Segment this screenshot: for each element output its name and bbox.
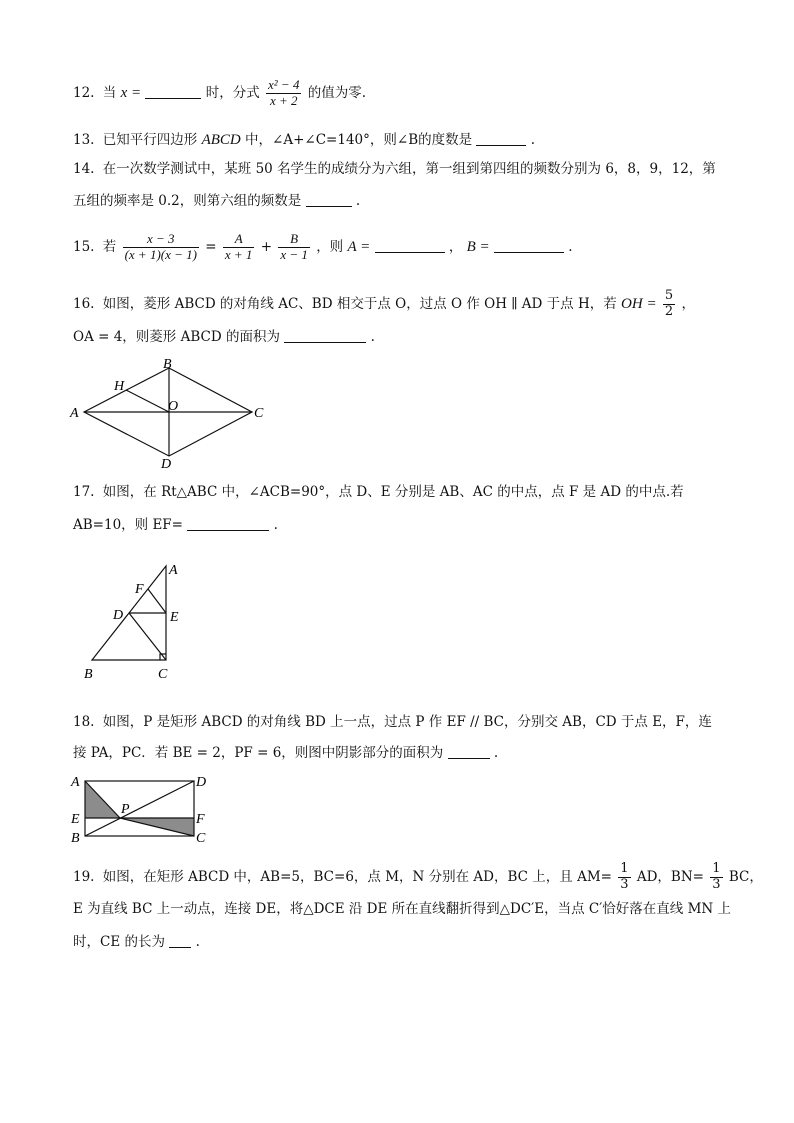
q19-text-2: AD，BN= [636, 868, 704, 885]
question-17 [73, 486, 684, 500]
q16-line-1: 如图，菱形 ABCD 的对角线 AC、BD 相交于点 O，过点 O 作 OH ∥ AD 于点 H，若 [102, 295, 617, 312]
q16-rhombus-figure [66, 356, 276, 472]
q19-line-3: 时，CE 的长为 [73, 934, 165, 950]
label-h: H [114, 379, 125, 394]
q16-answer-blank[interactable] [284, 330, 366, 343]
q14-line-1: 在一次数学测试中，某班 50 名学生的成绩分为六组，第一组到第四组的频数分别为 6，8，9，12，第 [102, 161, 716, 177]
q17-line-2: AB=10，则 EF= [73, 517, 183, 533]
label-c: C [158, 667, 168, 682]
q19-am-denominator: 3 [620, 876, 629, 892]
question-14-line-2 [73, 194, 360, 209]
q15-lhs-fraction [123, 232, 199, 263]
q13-answer-blank[interactable] [476, 133, 526, 146]
q12-frac-denominator: x + 2 [269, 92, 298, 108]
question-17-line-2 [73, 518, 278, 533]
q15-a-label: A = [347, 238, 371, 255]
question-number: 19. [73, 868, 95, 885]
q15-answer-b-blank[interactable] [494, 240, 564, 253]
question-number: 17. [73, 484, 95, 500]
label-c: C [196, 831, 206, 844]
label-b: B [163, 357, 172, 372]
q14-line-2: 五组的频率是 0.2，则第六组的频数是 [73, 193, 302, 209]
q15-b-label: B = [466, 238, 490, 255]
q19-bn-denominator: 3 [712, 876, 721, 892]
q18-line-2: 接 PA，PC．若 BE = 2，PF = 6，则图中阴影部分的面积为 [73, 745, 444, 761]
label-o: O [168, 399, 179, 414]
question-number: 14. [73, 161, 95, 177]
q17-triangle-figure [78, 558, 198, 688]
label-d: D [196, 775, 207, 790]
question-12 [73, 78, 366, 109]
q17-answer-blank[interactable] [187, 518, 269, 531]
segment-oh [126, 390, 169, 412]
q19-line-2: E 为直线 BC 上一动点，连接 DE，将△DCE 沿 DE 所在直线翻折得到△DC′E，当点 C′恰好落在直线 MN 上 [73, 901, 731, 917]
q12-text-1: 当 [102, 84, 117, 101]
q19-text-3: BC， [728, 868, 763, 885]
q15-fraction-b [278, 232, 310, 263]
q16-oh-denominator: 2 [664, 303, 674, 319]
q16-end: . [370, 329, 375, 345]
label-a: A [169, 563, 178, 578]
label-e: E [71, 812, 80, 827]
q15-text-2: ，则 [316, 238, 344, 255]
q15-fa-denominator: x + 1 [224, 246, 253, 262]
label-f: F [135, 582, 144, 597]
q15-lhs-denominator: (x + 1)(x − 1) [124, 246, 197, 262]
q18-end: . [493, 745, 499, 761]
q12-text-2: 时，分式 [205, 84, 260, 101]
q16-oh-label: OH = [621, 295, 657, 312]
q19-am-fraction [618, 862, 630, 893]
q12-answer-blank[interactable] [145, 86, 201, 99]
q13-text-3: . [530, 132, 536, 148]
q15-fb-denominator: x − 1 [280, 246, 308, 262]
label-e: E [170, 610, 179, 625]
question-15 [73, 232, 573, 263]
q13-text-1: 已知平行四边形 [102, 132, 198, 148]
q19-bn-fraction [710, 862, 722, 893]
q19-answer-blank[interactable] [169, 935, 191, 948]
question-16 [73, 289, 695, 320]
q18-rectangle-figure [68, 772, 218, 844]
question-number: 16. [73, 295, 95, 312]
question-18 [73, 716, 712, 730]
q16-line-2: OA = 4，则菱形 ABCD 的面积为 [73, 329, 280, 345]
q15-fraction-a [223, 232, 255, 263]
question-19-line-3 [73, 935, 200, 950]
question-number: 15. [73, 238, 95, 255]
label-b: B [71, 831, 80, 844]
question-number: 13. [73, 132, 95, 148]
question-13 [73, 133, 535, 148]
q12-var: x = [120, 84, 142, 101]
label-d: D [113, 608, 124, 623]
q18-answer-blank[interactable] [448, 746, 490, 759]
q19-am-numerator: 1 [620, 861, 629, 876]
q19-text-1: 如图，在矩形 ABCD 中，AB=5，BC=6，点 M，N 分别在 AD，BC 上，且 AM= [102, 868, 612, 885]
label-d: D [161, 457, 172, 472]
q13-shape: ABCD [201, 132, 241, 148]
question-number: 12. [73, 84, 95, 101]
segment-fe [148, 589, 166, 613]
q15-text-1: 若 [102, 238, 117, 255]
label-p: P [121, 802, 130, 817]
question-14 [73, 163, 716, 177]
label-c: C [254, 406, 264, 421]
q15-answer-a-blank[interactable] [375, 240, 445, 253]
label-f: F [196, 812, 205, 827]
label-a: A [71, 775, 80, 790]
q19-end: . [195, 934, 200, 950]
question-number: 18. [73, 714, 95, 730]
q14-end: . [355, 193, 361, 209]
q15-eq: = [205, 238, 217, 255]
q15-sep: ， [448, 238, 463, 255]
q16-oh-fraction [663, 289, 675, 320]
q14-answer-blank[interactable] [306, 194, 352, 207]
q15-fa-numerator: A [223, 232, 255, 248]
q12-frac-numerator: x² − 4 [268, 77, 300, 92]
label-b: B [84, 667, 93, 682]
question-18-line-2 [73, 746, 498, 761]
segment-dc [129, 613, 166, 660]
q17-line-1: 如图，在 Rt△ABC 中，∠ACB=90°，点 D、E 分别是 AB、AC 的中点，点 F 是 AD 的中点.若 [102, 484, 684, 500]
q18-line-1: 如图，P 是矩形 ABCD 的对角线 BD 上一点，过点 P 作 EF // BC，分别交 AB，CD 于点 E，F，连 [102, 714, 712, 730]
q15-lhs-numerator: x − 3 [123, 232, 199, 248]
label-a: A [70, 406, 79, 421]
question-19 [73, 862, 763, 893]
q16-comma: ， [681, 295, 695, 312]
q15-text-3: . [568, 238, 573, 255]
question-16-line-2 [73, 330, 375, 345]
q16-oh-numerator: 5 [664, 288, 674, 303]
q15-fb-numerator: B [278, 232, 310, 248]
q15-plus: + [260, 238, 273, 255]
q12-text-3: 的值为零. [307, 84, 367, 101]
q13-text-2: 中，∠A+∠C=140°，则∠B的度数是 [245, 132, 473, 148]
q17-end: . [273, 517, 278, 533]
q19-bn-numerator: 1 [712, 861, 721, 876]
question-19-line-2 [73, 903, 731, 917]
q12-fraction [266, 78, 301, 109]
